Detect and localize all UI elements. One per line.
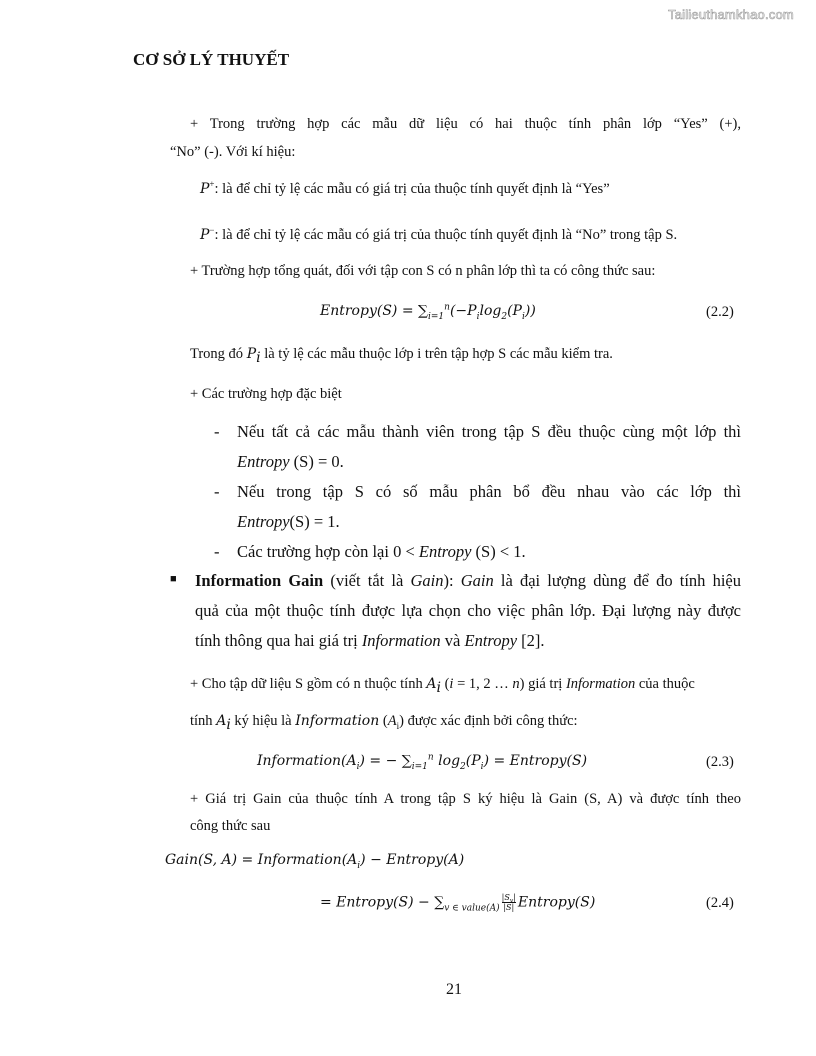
- text: ) giá trị: [519, 676, 566, 692]
- italic-term: i: [449, 676, 454, 692]
- page-number: 21: [446, 981, 462, 998]
- bullet-line: [237, 512, 340, 532]
- bullet-line: Nếu tất cả các mẫu thành viên trong tập S đều thuộc cùng một lớp thì: [237, 422, 741, 441]
- italic-term: Entropy: [237, 512, 290, 531]
- definition-text: : là để chỉ tỷ lệ các mẫu có giá trị của thuộc tính quyết định là “No” trong tập S.: [214, 227, 678, 243]
- square-bullet-icon: ■: [170, 573, 177, 585]
- symbol: P: [200, 227, 210, 243]
- eq-sub: i: [357, 860, 361, 871]
- symbol: P: [200, 181, 210, 197]
- text: là tỷ lệ các mẫu thuộc lớp i trên tập hợp S các mẫu kiểm tra.: [260, 346, 613, 362]
- text: (S) = 0.: [289, 452, 344, 471]
- eq-sub: 2: [460, 761, 466, 772]
- symbol: A: [216, 713, 227, 729]
- fraction-denominator: |S|: [503, 903, 515, 912]
- eq-sub: 2: [501, 311, 508, 322]
- dash-marker: -: [214, 422, 220, 441]
- text: = 1, 2 …: [453, 676, 513, 692]
- text: Các trường hợp còn lại 0 <: [237, 542, 419, 561]
- paragraph-line: [190, 676, 695, 696]
- symbol-sub: i: [396, 720, 400, 731]
- gain-line-1: [195, 571, 741, 591]
- text: + Cho tập dữ liệu S gồm có n thuộc tính: [190, 676, 427, 692]
- equation-number: (2.2): [706, 304, 734, 320]
- eq-part: |: [513, 893, 516, 902]
- eq-part: )): [524, 303, 536, 319]
- italic-term: Entropy: [464, 631, 518, 650]
- italic-term: Entropy: [418, 542, 472, 561]
- eq-part: Entropy(S) =: [320, 303, 418, 319]
- paragraph-line: công thức sau: [190, 818, 271, 834]
- paragraph-line: [190, 713, 578, 733]
- bullet-line: Nếu trong tập S có số mẫu phân bổ đều nhau vào các lớp thì: [237, 482, 741, 501]
- eq-part: ) = Entropy(S): [483, 753, 588, 769]
- text: (S) = 1.: [289, 512, 340, 531]
- text: (: [440, 676, 450, 692]
- equation-2-3: [257, 752, 588, 772]
- eq-part: ) = −: [359, 753, 402, 769]
- eq-part: (P: [465, 753, 481, 769]
- eq-sub: i: [356, 761, 360, 772]
- eq-sub: i=1: [428, 311, 445, 322]
- eq-part: (−P: [449, 303, 477, 319]
- equation-number: (2.3): [706, 754, 734, 770]
- italic-term: Information: [565, 676, 636, 692]
- definition-text: : là để chỉ tỷ lệ các mẫu có giá trị của thuộc tính quyết định là “Yes”: [214, 181, 610, 197]
- eq-part: Entropy(S): [517, 894, 596, 911]
- paragraph-line: + Trường hợp tổng quát, đối với tập con S có n phân lớp thì ta có công thức sau:: [190, 263, 656, 279]
- sum-symbol: ∑: [401, 753, 412, 769]
- text: tính: [190, 713, 217, 729]
- sum-symbol: ∑: [418, 303, 428, 319]
- sum-symbol: ∑: [434, 894, 445, 911]
- paragraph-line: + Giá trị Gain của thuộc tính A trong tập S ký hiệu là Gain (S, A) và được tính theo: [190, 791, 741, 807]
- eq-sup: n: [427, 752, 434, 763]
- text: (: [379, 713, 388, 729]
- paragraph-line: + Các trường hợp đặc biệt: [190, 386, 342, 402]
- gain-line-2: quả của một thuộc tính được lựa chọn cho việc phân lớp. Đại lượng này được: [195, 601, 741, 620]
- symbol-sub: i: [226, 716, 231, 733]
- symbol: P: [246, 346, 257, 362]
- eq-sub: i=1: [411, 761, 428, 772]
- math-term: Information: [295, 713, 380, 729]
- text: ):: [443, 571, 461, 590]
- eq-part: (P: [507, 303, 522, 319]
- italic-term: A: [387, 713, 397, 729]
- paragraph-line: + Trong trường hợp các mẫu dữ liệu có hai thuộc tính phân lớp “Yes” (+),: [190, 116, 741, 132]
- equation-2-4-line-1: [165, 852, 465, 871]
- bullet-line: [237, 452, 344, 472]
- dash-marker: -: [214, 542, 220, 561]
- eq-sub: i: [521, 311, 525, 322]
- text: là đại lượng dùng để đo tính hiệu: [493, 571, 742, 590]
- equation-number: (2.4): [706, 895, 734, 911]
- text: ký hiệu là: [230, 713, 296, 729]
- eq-part: |S: [501, 893, 510, 902]
- text: ) được xác định bởi công thức:: [399, 713, 578, 729]
- eq-part: Gain(S, A) = Information(A: [165, 852, 358, 868]
- eq-part: = Entropy(S) −: [320, 894, 435, 911]
- symbol: A: [426, 676, 437, 692]
- text: (viết tắt là: [323, 571, 411, 590]
- equation-2-4-line-2: [320, 893, 595, 912]
- text: tính thông qua hai giá trị: [195, 631, 362, 650]
- gain-line-3: [195, 631, 545, 651]
- italic-term: Information: [361, 631, 441, 650]
- superscript: +: [209, 179, 215, 190]
- dash-marker: -: [214, 482, 220, 501]
- eq-part: log: [433, 753, 461, 769]
- italic-term: n: [512, 676, 520, 692]
- symbol-sub: i: [436, 679, 441, 696]
- italic-term: Gain: [460, 571, 494, 590]
- definition-p-plus: [200, 181, 610, 198]
- text: của thuộc: [635, 676, 695, 692]
- text: Trong đó: [190, 346, 247, 362]
- bullet-line: [237, 542, 526, 562]
- eq-part: ) − Entropy(A): [360, 852, 465, 868]
- fraction: [502, 893, 516, 912]
- text: (S) < 1.: [471, 542, 526, 561]
- section-heading: CƠ SỞ LÝ THUYẾT: [133, 50, 290, 69]
- equation-2-2: [320, 302, 536, 322]
- eq-sub: i: [476, 311, 480, 322]
- symbol-sub: i: [256, 349, 261, 366]
- paragraph-line: “No” (-). Với kí hiệu:: [170, 144, 296, 160]
- italic-term: Entropy: [237, 452, 290, 471]
- eq-part: log: [479, 303, 502, 319]
- eq-sub: v: [509, 897, 514, 905]
- paragraph-line: [190, 346, 613, 366]
- eq-sup: n: [444, 302, 450, 313]
- superscript: −: [209, 225, 215, 236]
- watermark: Tailieuthamkhao.com: [668, 7, 794, 22]
- definition-p-minus: [200, 227, 677, 244]
- text: [2].: [517, 631, 545, 650]
- eq-part: Information(A: [257, 753, 357, 769]
- text: và: [440, 631, 465, 650]
- term-title: Information Gain: [195, 571, 324, 590]
- italic-term: Gain: [410, 571, 444, 590]
- fraction-numerator: [502, 893, 516, 903]
- eq-sub: i: [480, 761, 484, 772]
- eq-sub: v ∈ value(A): [444, 903, 500, 914]
